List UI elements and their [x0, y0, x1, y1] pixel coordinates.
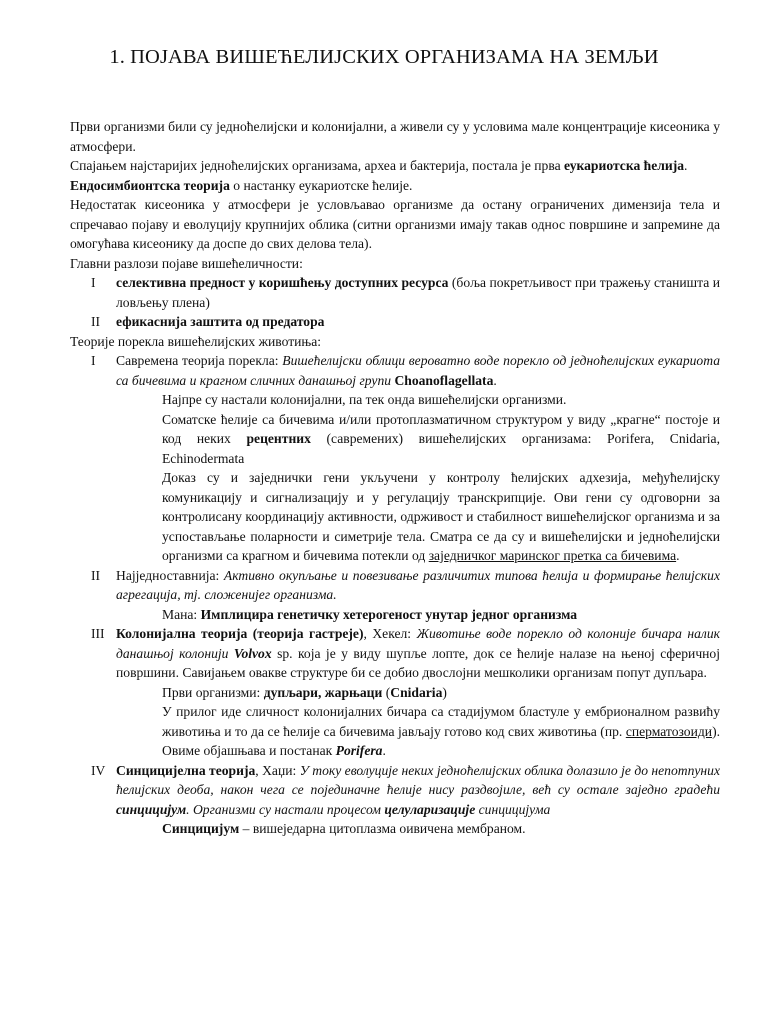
theory3-sub-2: У прилог иде сличност колонијалних бичара са стадијумом бластуле у ембрионалном развићу животиња и то да се ћелије са бичевима јављају готово код свих животиња (пр. сперматозоиди). Овиме објашњава и постанак Porifera.: [162, 704, 720, 758]
theory1-sub-3: Доказ су и заједнички гени укључени у контролу ћелијских адхезија, међућелијску комуникацију и сигнализацију и у регулацију транскрипције. Ови гени су одговорни за контролисану координацију активности, одрживост и стабилност вишећелијског организма и за успостављање поларности и симетрије тела. Сматра се да су и вишећелијски и једноћелијски организми са крагном и бичевима потекли од заједничког маринског претка са бичевима.: [162, 470, 720, 563]
eukaryotic-cell-term: еукариотска ћелија: [564, 158, 685, 173]
theory3-sub-1: Први организми: дупљари, жарњаци (Cnidaria): [162, 684, 447, 700]
theory-number: II: [91, 567, 101, 583]
theory-text: Савремена теорија порекла: Вишећелијски облици вероватно воде порекло од једноћелијских еукариота са бичевима и крагном сличних данашњој групи Choanoflagellata.: [116, 353, 720, 388]
theories-heading: Теорије порекла вишећелијских животиња:: [70, 333, 322, 349]
intro-paragraph-2: Спајањем најстаријих једноћелијских организама, археа и бактерија, постала је прва еукариотска ћелија.: [70, 158, 688, 173]
reason-number: II: [91, 314, 101, 329]
document-body: [70, 117, 720, 839]
theory-text: Колонијална теорија (теорија гастреје), Хекел: Животиње воде порекло од колоније бичара налик данашњој колонији Volvox sp. која је у виду шупље лопте, док се ћелије налазе на њеној сферичној површини. Савијањем овакве структуре би се добио двослојни мешколики организам попут дупљара.: [116, 626, 721, 680]
intro-paragraph-4: Недостатак кисеоника у атмосфери је условљавао организме да остану ограничених димензија тела и спречавао појаву и еволуцију крупнијих облика (ситни организми имају такав однос површине и запремине да омогућава кисеонику да доспе до свих делова тела).: [70, 197, 720, 251]
intro-paragraph-5: Главни разлози појаве вишећеличности:: [70, 255, 303, 271]
theory-text: Најједноставнија: Активно окупљање и повезивање различитих типова ћелија и формирање ћелијских агрегација, тј. сложенијег организма.: [116, 567, 720, 602]
theory-text: Синцицијелна теорија, Хаџи: У току еволуције неких једноћелијских облика долазило је до непотпуних ћелијских деоба, након чега се појединачне ћелије нису раздвојиле, већ су остале заједно градећи синцицијум. Организми су настали процесом целуларизације синцицијума: [116, 762, 720, 817]
theory-item-4: [70, 761, 720, 820]
reason-number: I: [91, 275, 96, 290]
theory1-sub-1: Најпре су настали колонијални, па тек онда вишећелијски организми.: [162, 392, 567, 407]
page-title: 1. ПОЈАВА ВИШЕЋЕЛИЈСКИХ ОРГАНИЗАМА НА ЗЕМЉИ: [109, 46, 659, 68]
theory-number: III: [91, 626, 105, 641]
theory-item-3: [70, 624, 720, 683]
endosymbiont-theory-term: Ендосимбионтска теорија: [70, 177, 230, 193]
reason-text: ефикаснија заштита од предатора: [116, 314, 325, 329]
intro-paragraph-1: Први организми били су једноћелијски и колонијални, а живели су у условима мале концентрације кисеоника у атмосфери.: [70, 119, 720, 154]
theory4-sub: Синцицијум – вишеједарна цитоплазма оивичена мембраном.: [162, 821, 526, 836]
theory2-sub: Мана: Имплицира генетичку хетерогеност унутар једног организма: [162, 606, 578, 622]
intro-paragraph-3: Ендосимбионтска теорија о настанку еукариотске ћелије.: [70, 177, 413, 193]
reason-text: селективна предност у коришћењу доступних ресурса (боља покретљивост при тражењу станишта и ловљењу плена): [116, 275, 720, 310]
reason-item-2: [70, 312, 720, 332]
reason-item-1: [70, 273, 720, 312]
theory-item-2: [70, 566, 720, 605]
theory-number: IV: [91, 762, 106, 778]
theory1-sub-2: Соматске ћелије са бичевима и/или протоплазматичном структуром у виду „крагне“ постоје и код неких рецентних (савремених) вишећелијских организама: Porifera, Cnidaria, Echinodermata: [162, 411, 720, 466]
theory-number: I: [91, 353, 96, 368]
theory-item-1: [70, 351, 720, 390]
